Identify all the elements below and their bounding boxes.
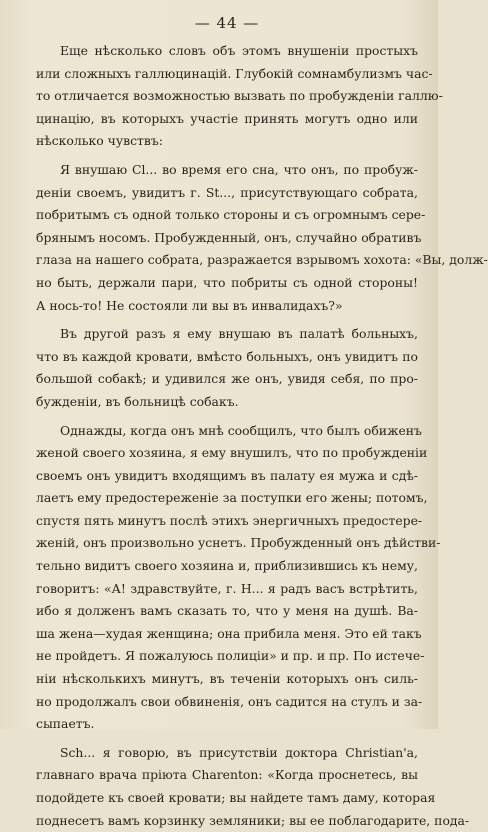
text-line: побритымъ съ одной только стороны и съ огромнымъ сере- — [36, 207, 426, 223]
text-line: спустя пять минутъ послѣ этихъ энергичныхъ предостере- — [36, 512, 423, 528]
text-line: А нось-то! Не состояли ли вы въ инвалидахъ?» — [36, 297, 343, 313]
text-line: Я внушаю Cl... во время его сна, что онъ, по пробуж- — [60, 161, 418, 177]
paragraph — [36, 742, 470, 832]
text-line: нѣсколько чувствъ: — [36, 133, 163, 149]
page-number: — 44 — — [194, 14, 260, 32]
paragraph — [36, 420, 441, 736]
text-line: глаза на нашего собрата, разражается взрывомъ хохота: «Вы, долж- — [36, 252, 488, 268]
text-line: поднесетъ вамъ корзинку земляники; вы ее поблагодарите, пода- — [36, 812, 470, 828]
text-line: то отличается возможностью вызвать по пробужденіи галлю- — [36, 88, 443, 104]
paragraph — [36, 323, 418, 413]
text-line: женій, онъ произвольно уснетъ. Пробужденный онъ дѣйстви- — [36, 535, 441, 551]
text-line: Однажды, когда онъ мнѣ сообщилъ, что былъ обиженъ — [60, 422, 422, 438]
text-line: цинацію, въ которыхъ участіе принять могутъ одно или — [36, 110, 418, 126]
text-line: сыпаетъ. — [36, 716, 95, 732]
text-line: женой своего хозяина, я ему внушилъ, что по пробужденіи — [36, 445, 428, 461]
text-line: Въ другой разъ я ему внушаю въ палатѣ больныхъ, — [60, 326, 418, 342]
text-line: деніи своемъ, увидитъ г. St..., присутствующаго собрата, — [36, 184, 418, 200]
text-line: брянымъ носомъ. Пробужденный, онъ, случайно обративъ — [36, 229, 422, 245]
text-line: Еще нѣсколько словъ объ этомъ внушеніи простыхъ — [60, 43, 418, 58]
text-line: своемъ онъ увидитъ входящимъ въ палату ея мужа и сдѣ- — [36, 467, 418, 483]
text-line: подойдете къ своей кровати; вы найдете тамъ даму, которая — [36, 790, 436, 805]
text-line: большой собакѣ; и удивился же онъ, увидя себя, по про- — [36, 371, 418, 387]
paragraph — [36, 40, 443, 153]
text-line: что въ каждой кровати, вмѣсто больныхъ, онъ увидитъ по — [36, 348, 418, 364]
text-line: лаетъ ему предостереженіе за поступки его жены; потомъ, — [36, 490, 428, 506]
text-line: не пройдетъ. Я пожалуюсь полиціи» и пр. и пр. По истече- — [36, 648, 425, 664]
text-line: ша жена—худая женщина; она прибила меня. Это ей такъ — [36, 625, 422, 641]
text-line: тельно видитъ своего хозяина и, приблизившись къ нему, — [36, 558, 418, 574]
text-line: главнаго врача пріюта Charenton: «Когда проснетесь, вы — [36, 767, 418, 783]
body-text — [36, 40, 488, 832]
text-line: ибо я долженъ вамъ сказать то, что у меня на душѣ. Ва- — [36, 603, 418, 619]
text-line: или сложныхъ галлюцинацій. Глубокій сомнамбулизмъ час- — [36, 65, 433, 81]
text-line: но продолжалъ свои обвиненія, онъ садится на стулъ и за- — [36, 693, 423, 709]
text-line: бужденіи, въ больницѣ собакъ. — [36, 393, 239, 409]
text-line: ніи нѣсколькихъ минутъ, въ теченіи которыхъ онъ силь- — [36, 671, 418, 687]
text-line: Sch... я говорю, въ присутствіи доктора Christian'а, — [60, 744, 418, 760]
text-line: но быть, держали пари, что побриты съ одной стороны! — [36, 274, 418, 290]
paragraph — [36, 159, 488, 317]
text-line: говоритъ: «А! здравствуйте, г. Н... я радъ васъ встрѣтить, — [36, 580, 418, 596]
